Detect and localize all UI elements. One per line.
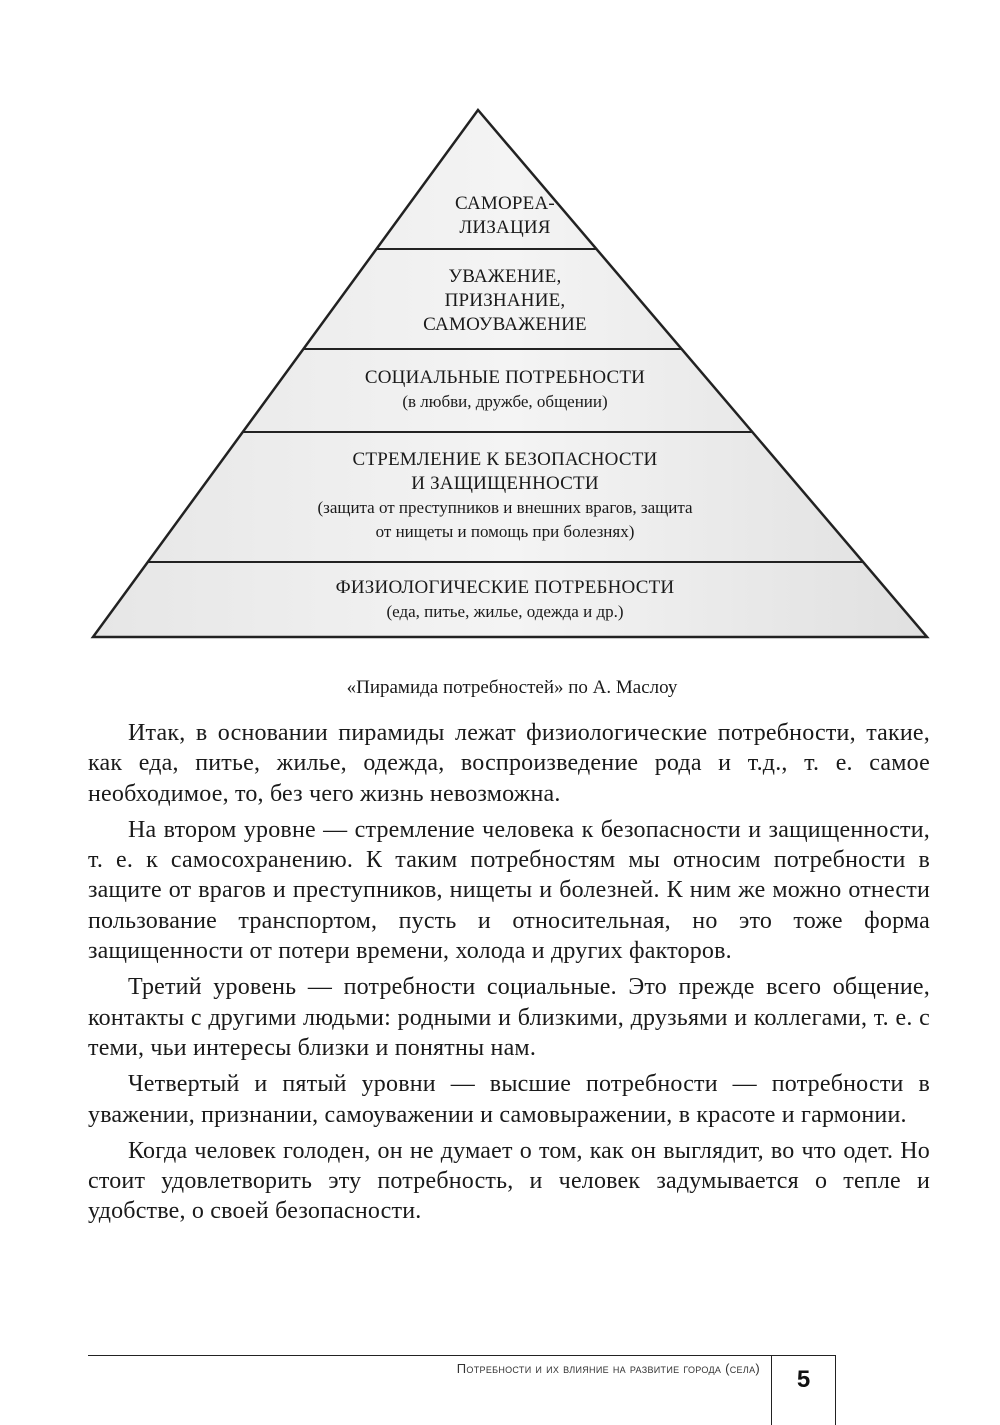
paragraph: Четвертый и пятый уровни — высшие потребности — потребности в уважении, признании, самоуважении и самовыражении, в красоте и гармонии. xyxy=(88,1071,930,1128)
level-subtitle: (защита от преступников и внешних врагов, защита от нищеты и помощь при болезнях) xyxy=(317,498,693,541)
level-title: САМОРЕА- ЛИЗАЦИЯ xyxy=(455,193,555,238)
level-subtitle: (еда, питье, жилье, одежда и др.) xyxy=(386,602,624,621)
paragraph: Когда человек голоден, он не думает о том, как он выглядит, во что одет. Но стоит удовлетворить эту потребность, и человек задумывается о тепле и удобстве, о своей безопасности. xyxy=(88,1137,930,1225)
pyramid-level-safety xyxy=(90,448,920,544)
paragraph: Третий уровень — потребности социальные. Это прежде всего общение, контакты с другими людьми: родными и близкими, друзьями и коллегами, т. е. с теми, чьи интересы близки и понятны нам. xyxy=(88,974,930,1061)
pyramid-level-esteem xyxy=(90,265,920,337)
footer-divider xyxy=(835,1355,836,1425)
level-title: СОЦИАЛЬНЫЕ ПОТРЕБНОСТИ xyxy=(364,367,646,388)
pyramid-level-physiological xyxy=(90,576,920,624)
pyramid-level-self-actualization xyxy=(90,192,920,240)
paragraph: На втором уровне — стремление человека к безопасности и защищенности, т. е. к самосохранению. К таким потребностям мы относим потребности в защите от врагов и преступников, нищеты и болезней. К ним же можно отнести пользование транспортом, пусть и относительная, но это тоже форма защищенности от потери времени, холода и других факторов. xyxy=(88,816,930,965)
page-number: 5 xyxy=(796,1366,811,1393)
level-title: УВАЖЕНИЕ, ПРИЗНАНИЕ, САМОУВАЖЕНИЕ xyxy=(423,266,587,335)
body-text xyxy=(88,718,930,1227)
pyramid-level-social xyxy=(90,366,920,414)
running-head: Потребности и их влияние на развитие города (села) xyxy=(456,1361,760,1376)
footer-rule xyxy=(88,1355,836,1356)
paragraph: Итак, в основании пирамиды лежат физиологические потребности, такие, как еда, питье, жилье, одежда, воспроизведение рода и т.д., т. е. самое необходимое, то, без чего жизнь невозможна. xyxy=(88,720,930,807)
level-title: СТРЕМЛЕНИЕ К БЕЗОПАСНОСТИ И ЗАЩИЩЕННОСТИ xyxy=(352,449,658,494)
level-subtitle: (в любви, дружбе, общении) xyxy=(402,392,608,411)
figure-caption: «Пирамида потребностей» по А. Маслоу xyxy=(346,677,678,698)
level-title: ФИЗИОЛОГИЧЕСКИЕ ПОТРЕБНОСТИ xyxy=(335,577,675,598)
